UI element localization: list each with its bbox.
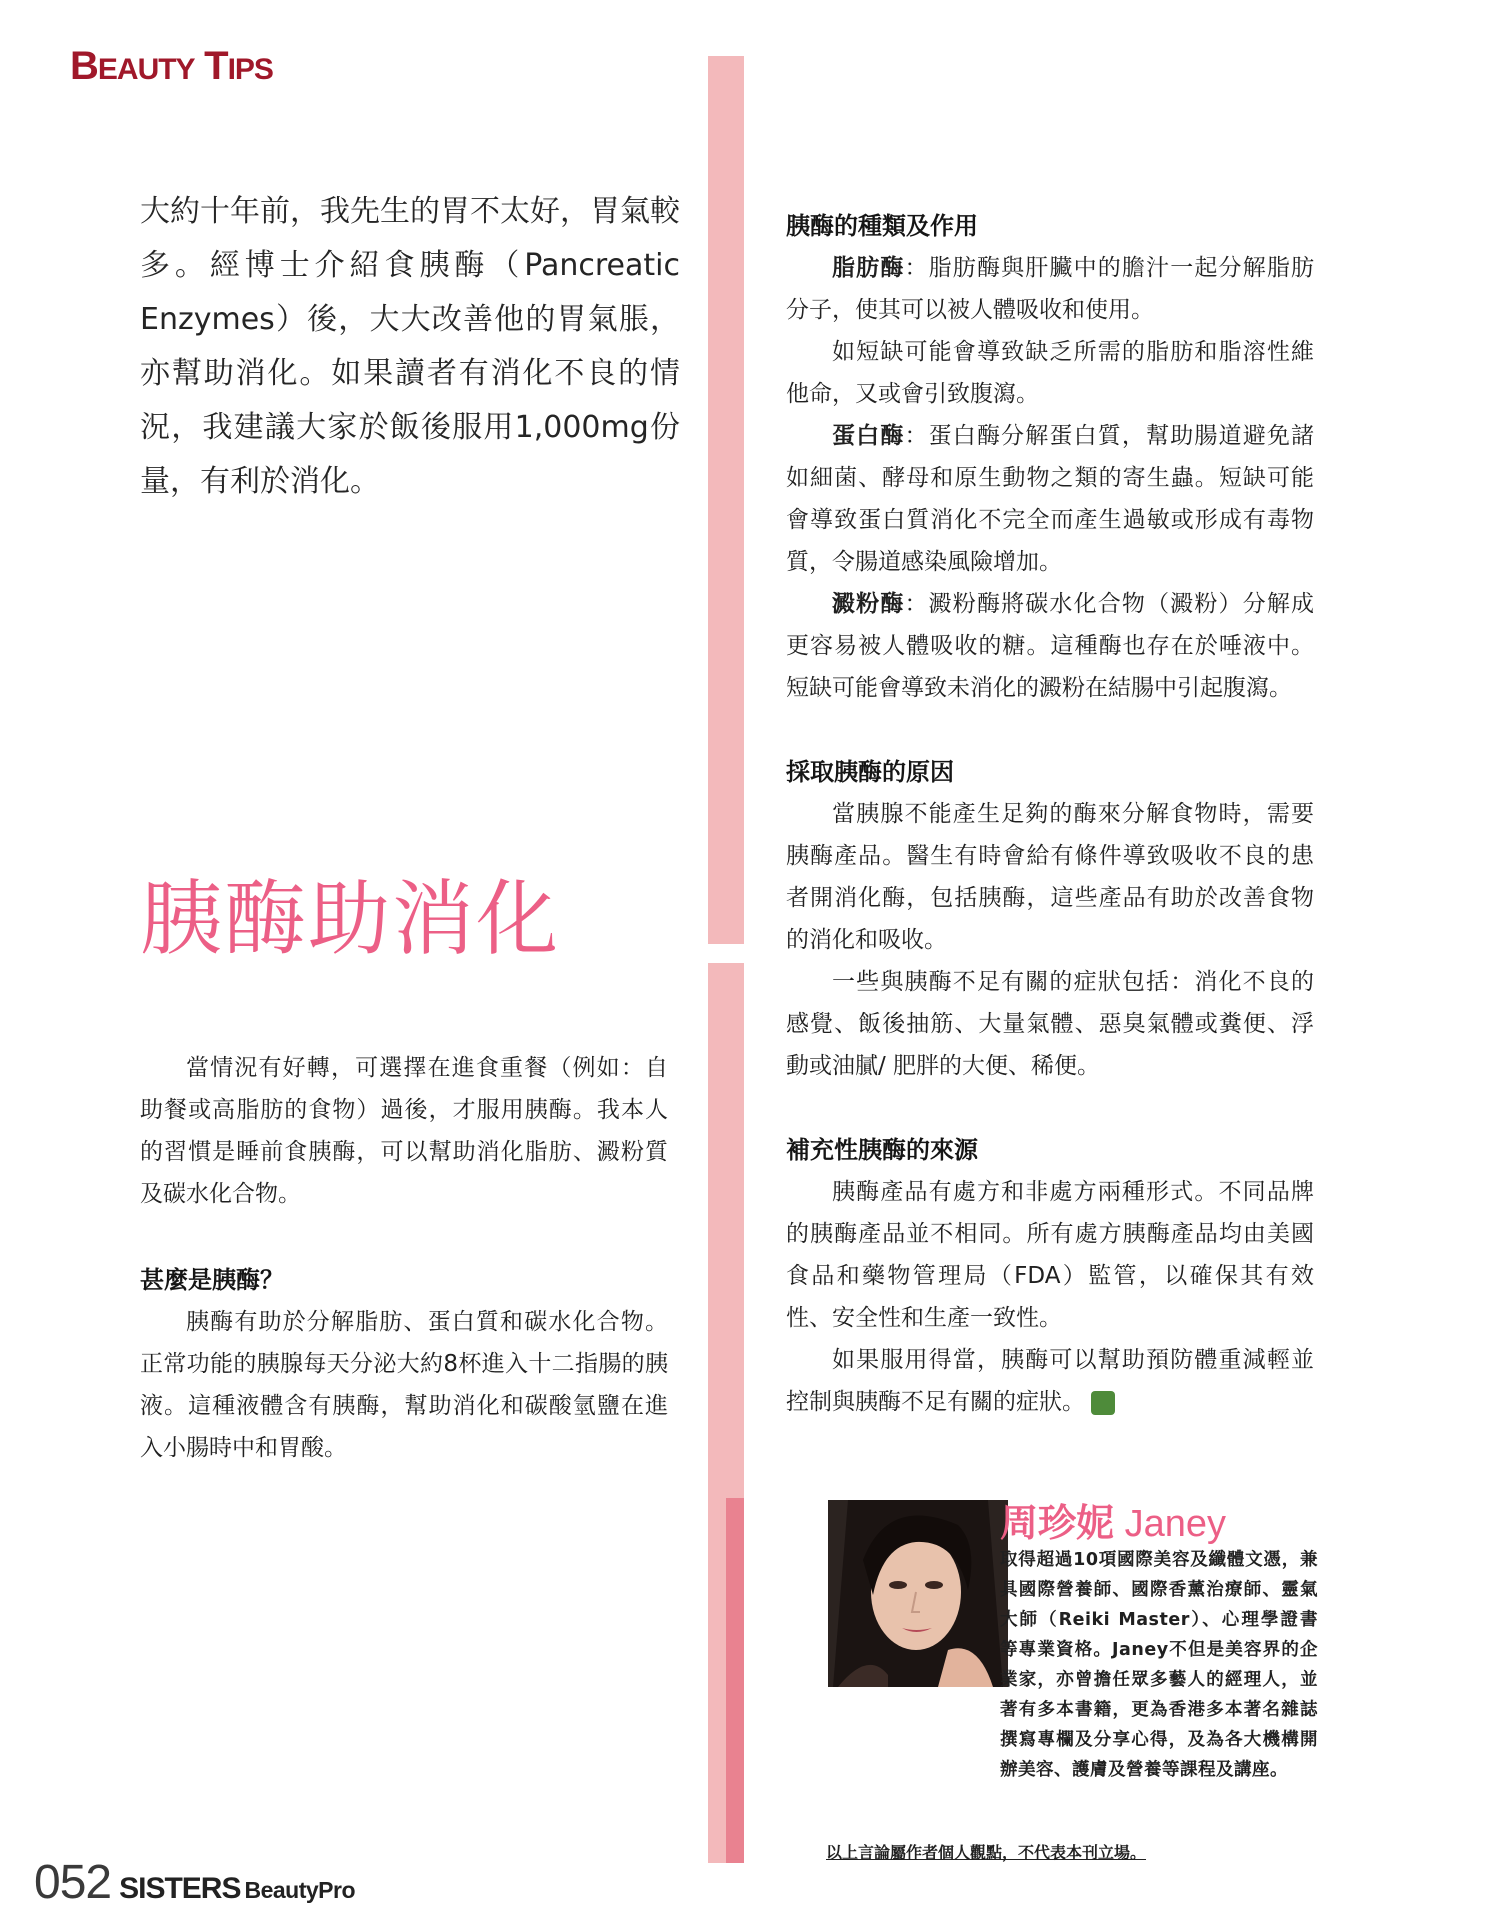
fat-paragraph: 脂肪酶：脂肪酶與肝臟中的膽汁一起分解脂肪分子，使其可以被人體吸收和使用。: [786, 254, 1315, 323]
left-paragraph-2: 胰酶有助於分解脂肪、蛋白質和碳水化合物。正常功能的胰腺每天分泌大約8杯進入十二指腸的胰液。這種液體含有胰酶，幫助消化和碳酸氫鹽在進入小腸時中和胃酸。: [140, 1309, 668, 1461]
starch-term: 澱粉酶: [832, 590, 905, 617]
magazine-subtitle: BeautyPro: [244, 1877, 356, 1903]
section-header: BEAUTY TIPS: [70, 44, 273, 88]
author-bio: 取得超過10項國際美容及纖體文憑，兼具國際營養師、國際香薰治療師、靈氣大師（Reiki Master）、心理學證書等專業資格。Janey不但是美容界的企業家，亦曾擔任眾多藝人的經理人，並著有多本書籍，更為香港多本著名雜誌撰寫專欄及分享心得，及為各大機構開辦美容、護膚及營養等課程及講座。: [1000, 1550, 1318, 1780]
page-number: 052: [34, 1856, 112, 1909]
fat-term: 脂肪酶: [832, 254, 905, 281]
fat-paragraph-2: 如短缺可能會導致缺乏所需的脂肪和脂溶性維他命，又或會引致腹瀉。: [786, 339, 1314, 407]
types-heading: 胰酶的種類及作用: [786, 211, 978, 240]
protein-paragraph: 蛋白酶：蛋白酶分解蛋白質，幫助腸道避免諸如細菌、酵母和原生動物之類的寄生蟲。短缺可能會導致蛋白質消化不完全而產生過敏或形成有毒物質，令腸道感染風險增加。: [786, 422, 1315, 575]
starch-paragraph: 澱粉酶：澱粉酶將碳水化合物（澱粉）分解成更容易被人體吸收的糖。這種酶也存在於唾液中。短缺可能會導致未消化的澱粉在結腸中引起腹瀉。: [786, 590, 1315, 701]
portrait-illustration: [828, 1500, 1008, 1687]
what-is-heading: 甚麼是胰酶？: [140, 1265, 284, 1294]
intro-paragraph: 大約十年前，我先生的胃不太好，胃氣較多。經博士介紹食胰酶（Pancreatic Enzymes）後，大大改善他的胃氣脹，亦幫助消化。如果讀者有消化不良的情況，我建議大家於飯後服用1,000mg份量，有利於消化。: [140, 194, 680, 499]
sources-paragraph-1: 胰酶產品有處方和非處方兩種形式。不同品牌的胰酶產品並不相同。所有處方胰酶產品均由美國食品和藥物管理局（FDA）監管，以確保其有效性、安全性和生產一致性。: [786, 1179, 1314, 1331]
article-title: 胰酶助消化: [140, 872, 561, 967]
reasons-paragraph-2: 一些與胰酶不足有關的症狀包括：消化不良的感覺、飯後抽筋、大量氣體、惡臭氣體或糞便、浮動或油膩/ 肥胖的大便、稀便。: [786, 969, 1314, 1079]
author-name: 周珍妮 Janey: [1000, 1503, 1226, 1545]
left-column: [140, 1047, 668, 1469]
divider-bar-upper: [708, 56, 744, 944]
divider-bar-accent: [726, 1498, 744, 1863]
author-photo: [828, 1500, 1008, 1687]
end-mark-icon: S: [1091, 1391, 1115, 1415]
disclaimer: 以上言論屬作者個人觀點，不代表本刊立場。: [826, 1843, 1147, 1862]
reasons-paragraph-1: 當胰腺不能產生足夠的酶來分解食物時，需要胰酶產品。醫生有時會給有條件導致吸收不良的患者開消化酶，包括胰酶，這些產品有助於改善食物的消化和吸收。: [786, 801, 1314, 953]
page-footer: [34, 1855, 356, 1909]
magazine-name: SISTERS: [119, 1872, 241, 1905]
sources-heading: 補充性胰酶的來源: [786, 1135, 978, 1164]
protein-term: 蛋白酶: [832, 422, 905, 449]
reasons-heading: 採取胰酶的原因: [786, 757, 954, 786]
sources-paragraph-2: 如果服用得當，胰酶可以幫助預防體重減輕並控制與胰酶不足有關的症狀。 S: [786, 1347, 1314, 1415]
left-paragraph-1: 當情況有好轉，可選擇在進食重餐（例如：自助餐或高脂肪的食物）過後，才服用胰酶。我本人的習慣是睡前食胰酶，可以幫助消化脂肪、澱粉質及碳水化合物。: [140, 1055, 668, 1207]
right-column: [786, 205, 1314, 1423]
